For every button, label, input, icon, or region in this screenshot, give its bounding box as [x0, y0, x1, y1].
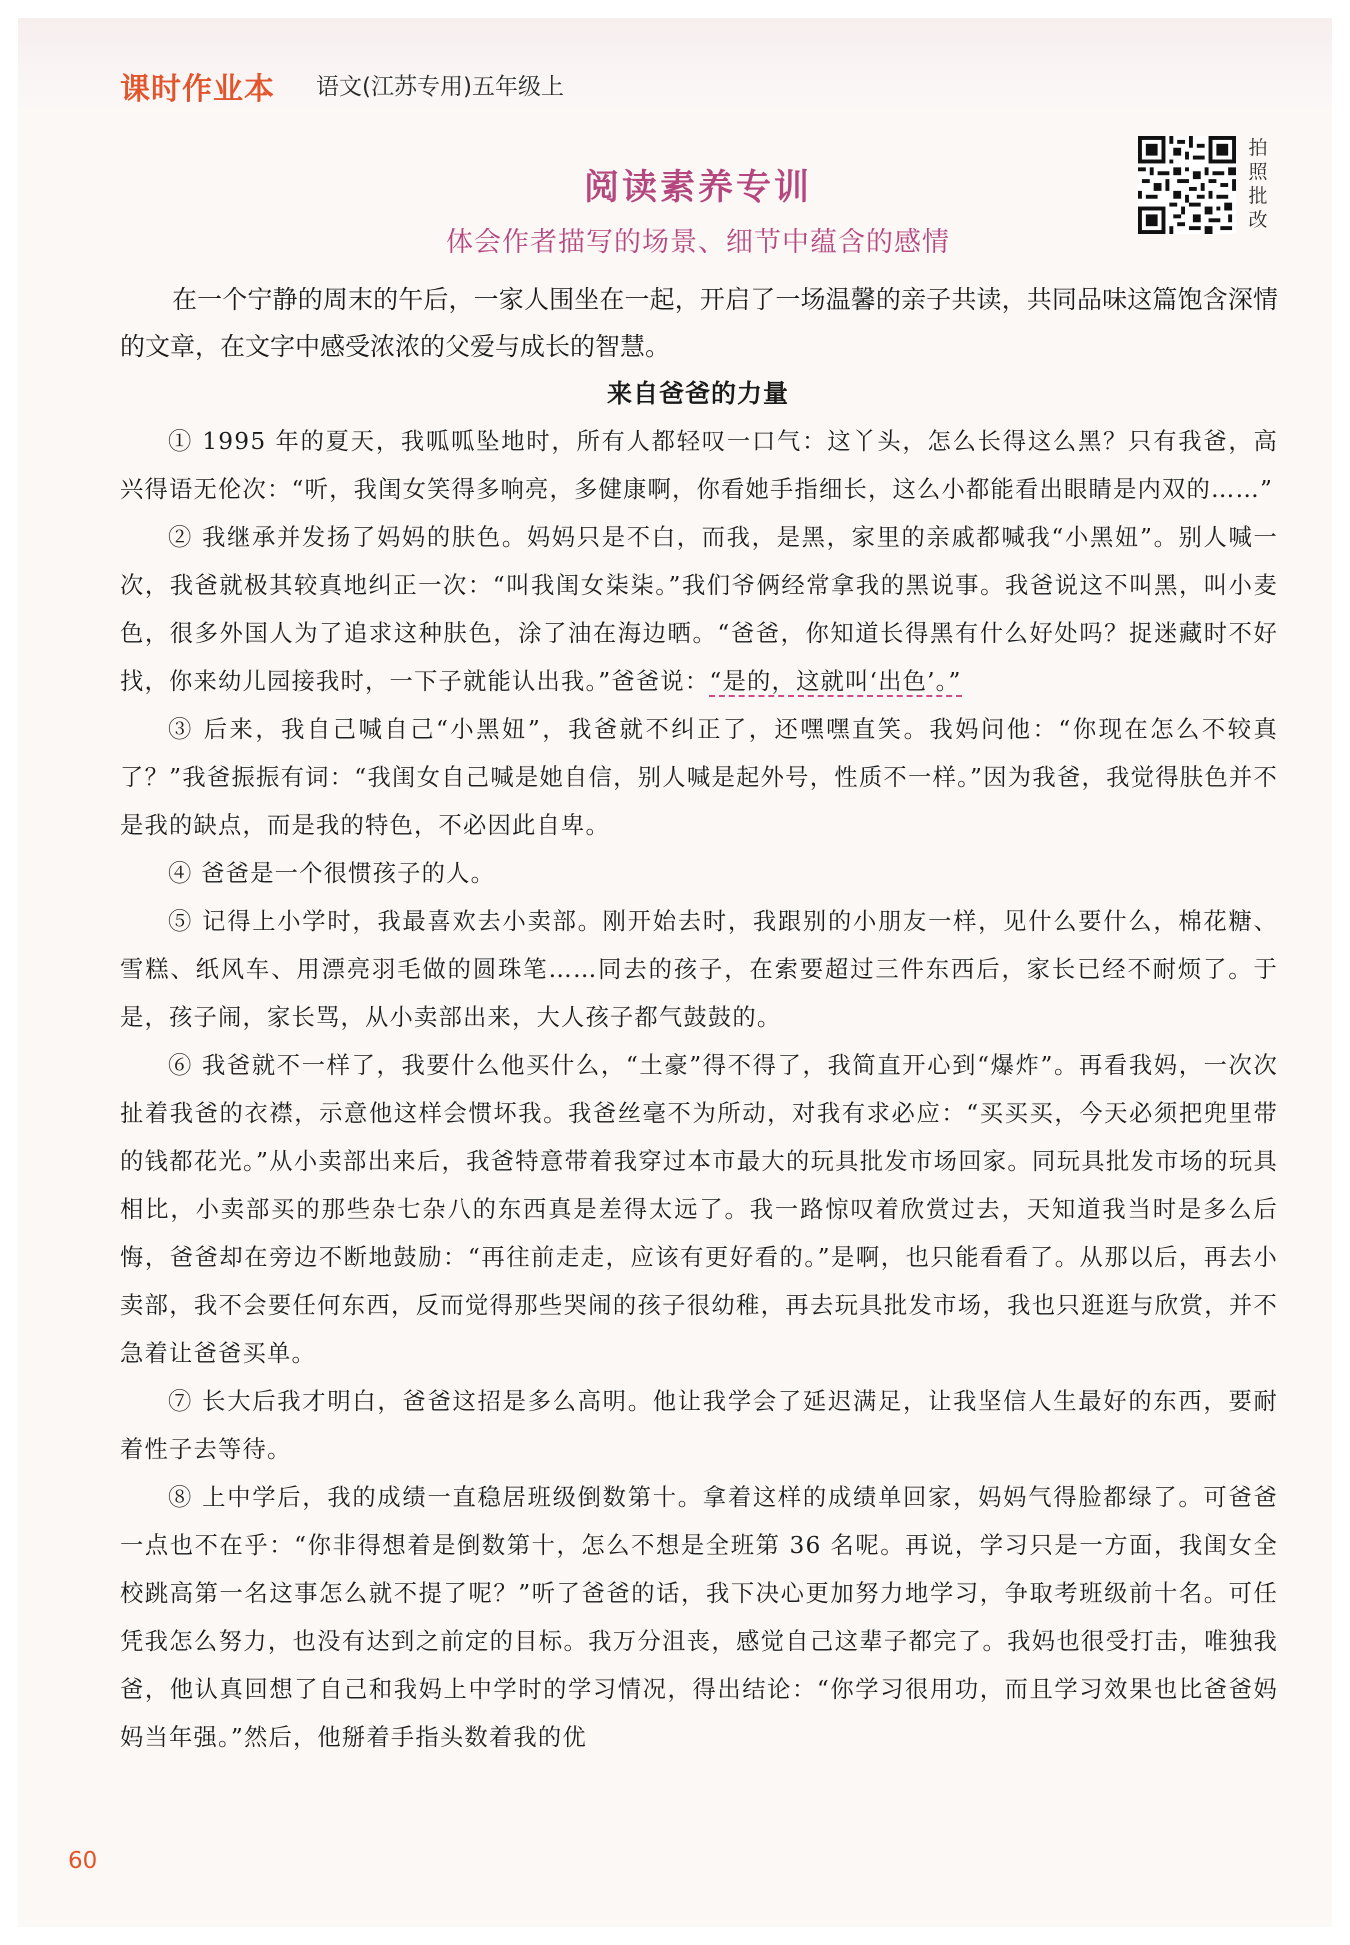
- paragraph-2-text: ② 我继承并发扬了妈妈的肤色。妈妈只是不白，而我，是黑，家里的亲戚都喊我“小黑妞”。别人喊一次，我爸就极其较真地纠正一次：“叫我闺女柒柒。”我们爷俩经常拿我的黑说事。我爸说这不叫黑，叫小麦色，很多外国人为了追求这种肤色，涂了油在海边晒。“爸爸，你知道长得黑有什么好处吗？捉迷藏时不好找，你来幼儿园接我时，一下子就能认出我。”爸爸说：: [120, 524, 1278, 695]
- paragraph-4: ④ 爸爸是一个很惯孩子的人。: [168, 860, 496, 887]
- section-subtitle: 体会作者描写的场景、细节中蕴含的感情: [446, 227, 950, 258]
- qr-caption: 拍照批改: [1248, 137, 1268, 231]
- paragraph-2: [120, 514, 1278, 706]
- page-number: 60: [68, 1848, 98, 1874]
- article-body: [120, 418, 1278, 1762]
- paragraph-8: ⑧ 上中学后，我的成绩一直稳居班级倒数第十。拿着这样的成绩单回家，妈妈气得脸都绿了。可爸爸一点也不在乎：“你非得想着是倒数第十，怎么不想是全班第 36 名呢。再说，学习只是一方面，我闺女全校跳高第一名这事怎么就不提了呢？”听了爸爸的话，我下决心更加努力地学习，争取考班级前十名。可任凭我怎么努力，也没有达到之前定的目标。我万分沮丧，感觉自己这辈子都完了。我妈也很受打击，唯独我爸，他认真回想了自己和我妈上中学时的学习情况，得出结论：“你学习很用功，而且学习效果也比爸爸妈妈当年强。”然后，他掰着手指头数着我的优: [120, 1484, 1278, 1751]
- intro-paragraph: 在一个宁静的周末的午后，一家人围坐在一起，开启了一场温馨的亲子共读，共同品味这篇饱含深情的文章，在文字中感受浓浓的父爱与成长的智慧。: [120, 285, 1278, 361]
- paragraph-3: ③ 后来，我自己喊自己“小黑妞”，我爸就不纠正了，还嘿嘿直笑。我妈问他：“你现在怎么不较真了？”我爸振振有词：“我闺女自己喊是她自信，别人喊是起外号，性质不一样。”因为我爸，我觉得肤色并不是我的缺点，而是我的特色，不必因此自卑。: [120, 716, 1278, 839]
- header-brand: 课时作业本: [120, 72, 275, 107]
- paragraph-1: ① 1995 年的夏天，我呱呱坠地时，所有人都轻叹一口气：这丫头，怎么长得这么黑？只有我爸，高兴得语无伦次：“听，我闺女笑得多响亮，多健康啊，你看她手指细长，这么小都能看出眼睛是内双的……”: [120, 428, 1278, 503]
- paragraph-5: ⑤ 记得上小学时，我最喜欢去小卖部。刚开始去时，我跟别的小朋友一样，见什么要什么，棉花糖、雪糕、纸风车、用漂亮羽毛做的圆珠笔……同去的孩子，在索要超过三件东西后，家长已经不耐烦了。于是，孩子闹，家长骂，从小卖部出来，大人孩子都气鼓鼓的。: [120, 908, 1278, 1031]
- paragraph-6: ⑥ 我爸就不一样了，我要什么他买什么，“土豪”得不得了，我简直开心到“爆炸”。再看我妈，一次次扯着我爸的衣襟，示意他这样会惯坏我。我爸丝毫不为所动，对我有求必应：“买买买，今天必须把兜里带的钱都花光。”从小卖部出来后，我爸特意带着我穿过本市最大的玩具批发市场回家。同玩具批发市场的玩具相比，小卖部买的那些杂七杂八的东西真是差得太远了。我一路惊叹着欣赏过去，天知道我当时是多么后悔，爸爸却在旁边不断地鼓励：“再往前走走，应该有更好看的。”是啊，也只能看看了。从那以后，再去小卖部，我不会要任何东西，反而觉得那些哭闹的孩子很幼稚，再去玩具批发市场，我也只逛逛与欣赏，并不急着让爸爸买单。: [120, 1052, 1278, 1367]
- underlined-sentence: “是的，这就叫‘出色’。”: [709, 668, 962, 695]
- article-title: 来自爸爸的力量: [606, 379, 789, 408]
- section-title: 阅读素养专训: [583, 168, 812, 208]
- header-subject: 语文(江苏专用)五年级上: [316, 74, 564, 100]
- paragraph-7: ⑦ 长大后我才明白，爸爸这招是多么高明。他让我学会了延迟满足，让我坚信人生最好的东西，要耐着性子去等待。: [120, 1388, 1278, 1463]
